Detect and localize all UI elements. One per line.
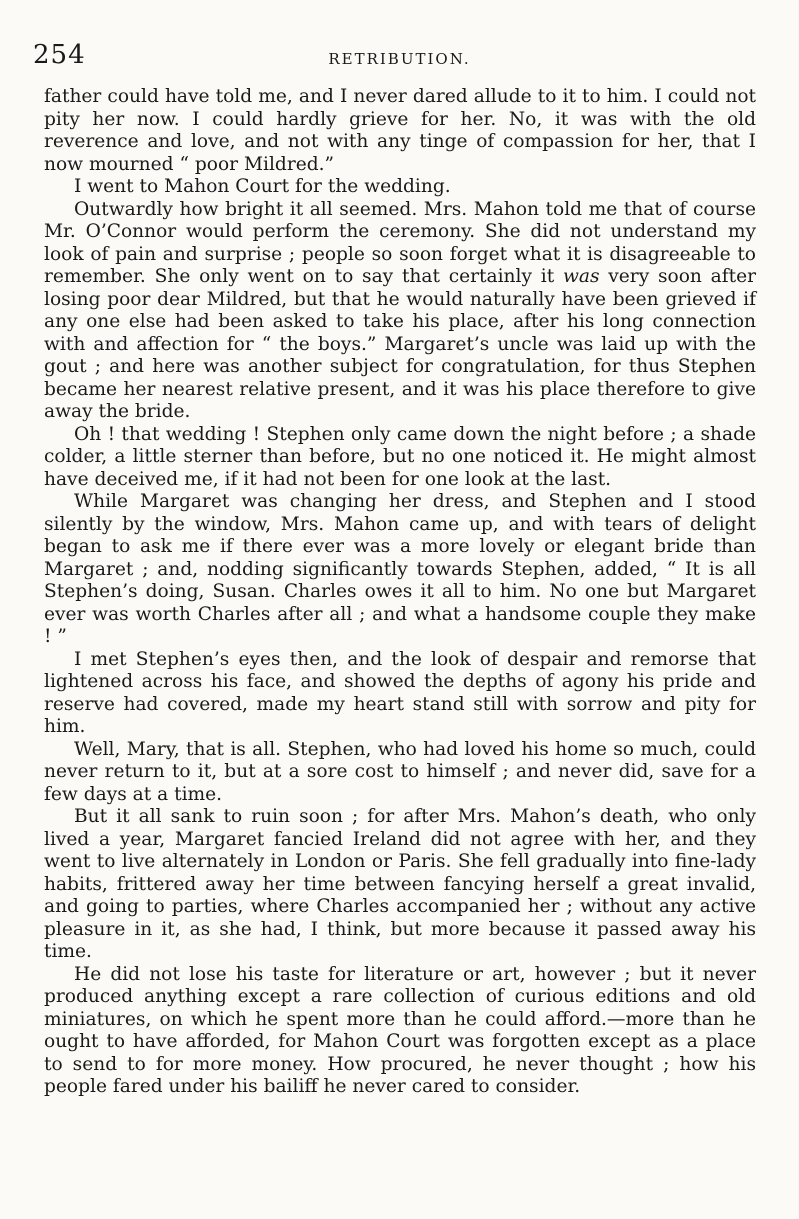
paragraph: father could have told me, and I never dared allude to it to him. I could not pity her now. I could hardly grieve for her. No, it was with the old reverence and love, and not with any tinge of compassion for her, that I now mourned “ poor Mildred.” bbox=[44, 86, 756, 175]
page-header bbox=[33, 40, 766, 76]
paragraph: But it all sank to ruin soon ; for after Mrs. Mahon’s death, who only lived a year, Margaret fancied Ireland did not agree with her, and they went to live alternately in London or Paris. She fell gradually into fine-lady habits, frittered away her time between fancying herself a great invalid, and going to parties, where Charles accompanied her ; without any active pleasure in it, as she had, I think, but more because it passed away his time. bbox=[44, 806, 756, 962]
paragraph: I went to Mahon Court for the wedding. bbox=[74, 176, 451, 197]
italic-word: was bbox=[562, 266, 600, 287]
paragraph: Oh ! that wedding ! Stephen only came down the night before ; a shade colder, a little sterner than before, but no one noticed it. He might almost have deceived me, if it had not been for one look at the last. bbox=[44, 423, 756, 490]
paragraph-text: very soon after losing poor dear Mildred, but that he would naturally have been grieved if any one else had been asked to take his place, after his long connection with and affection for “ the boys.” Margaret’s uncle was laid up with the gout ; and here was another subject for congratulation, for thus Stephen became her nearest relative present, and it was his place therefore to give away the bride. bbox=[44, 266, 756, 422]
paragraph: Well, Mary, that is all. Stephen, who had loved his home so much, could never return to it, but at a sore cost to himself ; and never did, save for a few days at a time. bbox=[44, 738, 756, 805]
body-text bbox=[44, 86, 756, 1099]
paragraph: While Margaret was changing her dress, and Stephen and I stood silently by the window, Mrs. Mahon came up, and with tears of delight began to ask me if there ever was a more lovely or elegant bride than Margaret ; and, nodding significantly towards Stephen, added, “ It is all Stephen’s doing, Susan. Charles owes it all to him. No one but Margaret ever was worth Charles after all ; and what a handsome couple they make ! ” bbox=[44, 491, 756, 647]
page-number: 254 bbox=[33, 40, 86, 70]
paragraph: I met Stephen’s eyes then, and the look of despair and remorse that lightened across his face, and showed the depths of agony his pride and reserve had covered, made my heart stand still with sorrow and pity for him. bbox=[44, 648, 756, 737]
running-head: RETRIBUTION. bbox=[328, 50, 471, 68]
paragraph-text: Outwardly how bright it all seemed. Mrs. Mahon told me that of course Mr. O’Connor would perform the ceremony. She did not understand my look of pain and surprise ; people so soon forget what it is disagreeable to remember. She only went on to say that certainly it bbox=[44, 198, 756, 287]
paragraph bbox=[44, 199, 756, 424]
paragraph: He did not lose his taste for literature or art, however ; but it never produced anything except a rare collection of curious editions and old miniatures, on which he spent more than he could afford.—more than he ought to have afforded, for Mahon Court was forgotten except as a place to send to for more money. How procured, he never thought ; how his people fared under his bailiff he never cared to consider. bbox=[44, 963, 756, 1097]
